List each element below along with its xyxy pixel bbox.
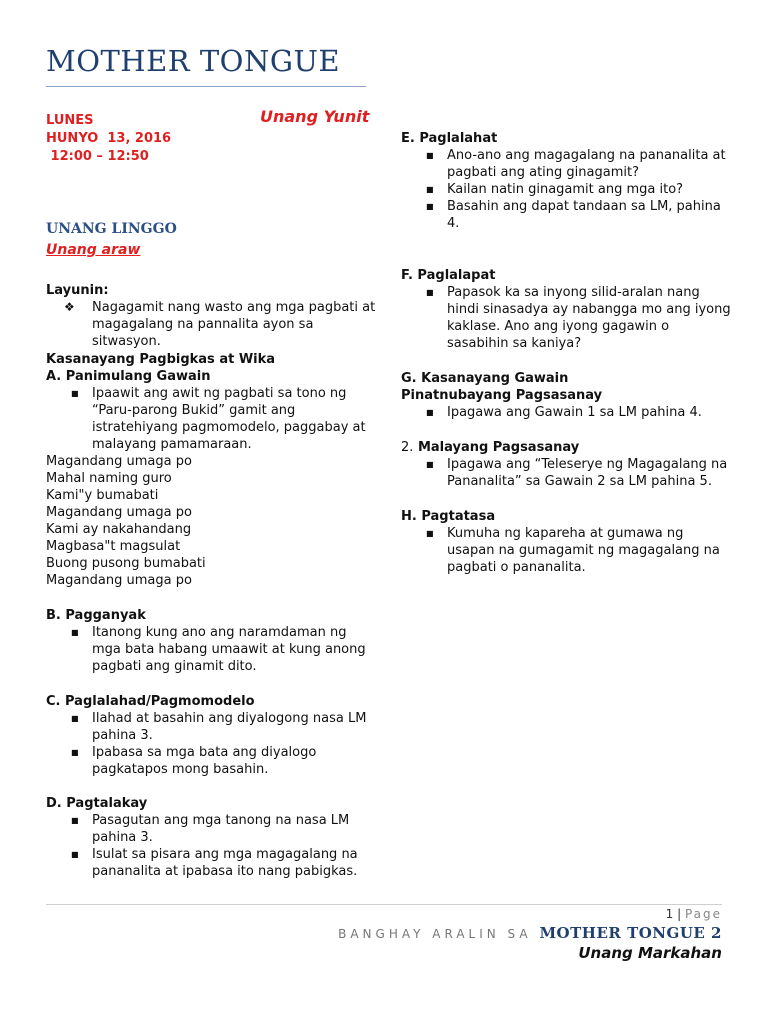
list-item: ■ Papasok ka sa inyong silid-aralan nang hindi sinasadya ay nabangga mo ang iyong kaklase. Ano ang iyong gagawin o sasabihin sa kaniya? [426,285,731,351]
list-item: ■ Kumuha ng kapareha at gumawa ng usapan na gumagamit ng magagalang na pagbati o pananalita. [426,526,720,575]
section-d [46,795,376,880]
page-number-value: 1 [665,907,674,921]
list-item: ■ Itanong kung ano ang naramdaman ng mga bata habang umaawit at kung anong pagbati ang ginamit dito. [71,625,366,674]
date-time: 12:00 – 12:50 [46,149,149,164]
section-b [46,607,376,675]
document-title: MOTHER TONGUE [46,44,341,78]
square-bullet-icon: ■ [71,628,79,637]
square-bullet-icon: ■ [71,748,79,757]
song-line: Magbasa"t magsulat [46,539,181,554]
square-bullet-icon: ■ [71,816,79,825]
song-line: Magandang umaga po [46,505,192,520]
song-line: Kami"y bumabati [46,488,159,503]
page-separator: | [673,907,685,921]
section-b-heading: B. Pagganyak [46,608,146,623]
footer-divider [46,904,722,905]
square-bullet-icon: ■ [426,408,434,417]
kasanayan-section [46,351,376,589]
list-item: ■ Ipaawit ang awit ng pagbati sa tono ng “Paru-parong Bukid” gamit ang istratehiyang pagmomodelo, paggabay at malayang pamamaraan. [71,386,366,452]
date-day: LUNES [46,113,94,128]
unit-label: Unang Yunit [260,107,370,126]
square-bullet-icon: ■ [71,714,79,723]
title-underline [46,86,366,87]
section-2-heading [401,439,731,456]
section-f-heading: F. Paglalapat [401,268,496,283]
square-bullet-icon: ■ [426,185,434,194]
section-e-heading: E. Paglalahat [401,131,498,146]
day-label: Unang araw [46,242,141,258]
song-line: Buong pusong bumabati [46,556,206,571]
section-g-subheading: Pinatnubayang Pagsasanay [401,388,603,403]
song-line: Magandang umaga po [46,573,192,588]
date-date: HUNYO 13, 2016 [46,131,172,146]
section-a-heading: A. Panimulang Gawain [46,369,211,384]
section-2-number: 2. [401,440,414,455]
section-e [401,130,731,232]
footer-markahan: Unang Markahan [578,944,722,962]
section-h [401,508,731,576]
square-bullet-icon: ■ [71,850,79,859]
square-bullet-icon: ■ [426,529,434,538]
square-bullet-icon: ■ [426,202,434,211]
song-line: Mahal naming guro [46,471,172,486]
layunin-section [46,282,376,350]
section-2-title: Malayang Pagsasanay [417,440,580,455]
list-item: ■ Pasagutan ang mga tanong na nasa LM pahina 3. [71,813,350,845]
song-lyrics [46,453,376,589]
list-item: ■ Ipagawa ang Gawain 1 sa LM pahina 4. [426,405,702,420]
square-bullet-icon: ■ [71,389,79,398]
page-number [666,907,722,921]
section-h-heading: H. Pagtatasa [401,509,496,524]
footer-subject: MOTHER TONGUE 2 [539,924,722,942]
banghay-label: BANGHAY ARALIN SA [338,927,532,941]
diamond-bullet-icon: ❖ [64,300,75,314]
list-item: ■ Kailan natin ginagamit ang mga ito? [426,182,684,197]
square-bullet-icon: ■ [426,460,434,469]
square-bullet-icon: ■ [426,288,434,297]
week-label: UNANG LINGGO [46,221,177,237]
list-item: ■ Ano-ano ang magagalang na pananalita at pagbati ang ating ginagamit? [426,148,726,180]
list-item: ■ Basahin ang dapat tandaan sa LM, pahina 4. [426,199,721,231]
song-line: Magandang umaga po [46,454,192,469]
section-c-heading: C. Paglalahad/Pagmomodelo [46,694,255,709]
section-f [401,267,731,352]
section-g-heading: G. Kasanayang Gawain [401,371,569,386]
square-bullet-icon: ■ [426,151,434,160]
footer-banghay [338,924,722,942]
layunin-heading: Layunin: [46,283,109,298]
section-d-heading: D. Pagtalakay [46,796,148,811]
list-item: ■ Ilahad at basahin ang diyalogong nasa LM pahina 3. [71,711,367,743]
list-item: ■ Ipagawa ang “Teleserye ng Magagalang na Pananalita” sa Gawain 2 sa LM pahina 5. [426,457,728,489]
page-label: Page [684,907,722,921]
section-g [401,370,731,421]
list-item: ❖ Nagagamit nang wasto ang mga pagbati at magagalang na pannalita ayon sa sitwasyon. [64,300,376,349]
list-item: ■ Ipabasa sa mga bata ang diyalogo pagkatapos mong basahin. [71,745,317,777]
list-item: ■ Isulat sa pisara ang mga magagalang na pananalita at ipabasa ito nang pabigkas. [71,847,358,879]
section-2 [401,439,731,490]
section-c [46,693,376,778]
kasanayan-heading: Kasanayang Pagbigkas at Wika [46,352,276,367]
date-block [46,112,171,166]
song-line: Kami ay nakahandang [46,522,192,537]
